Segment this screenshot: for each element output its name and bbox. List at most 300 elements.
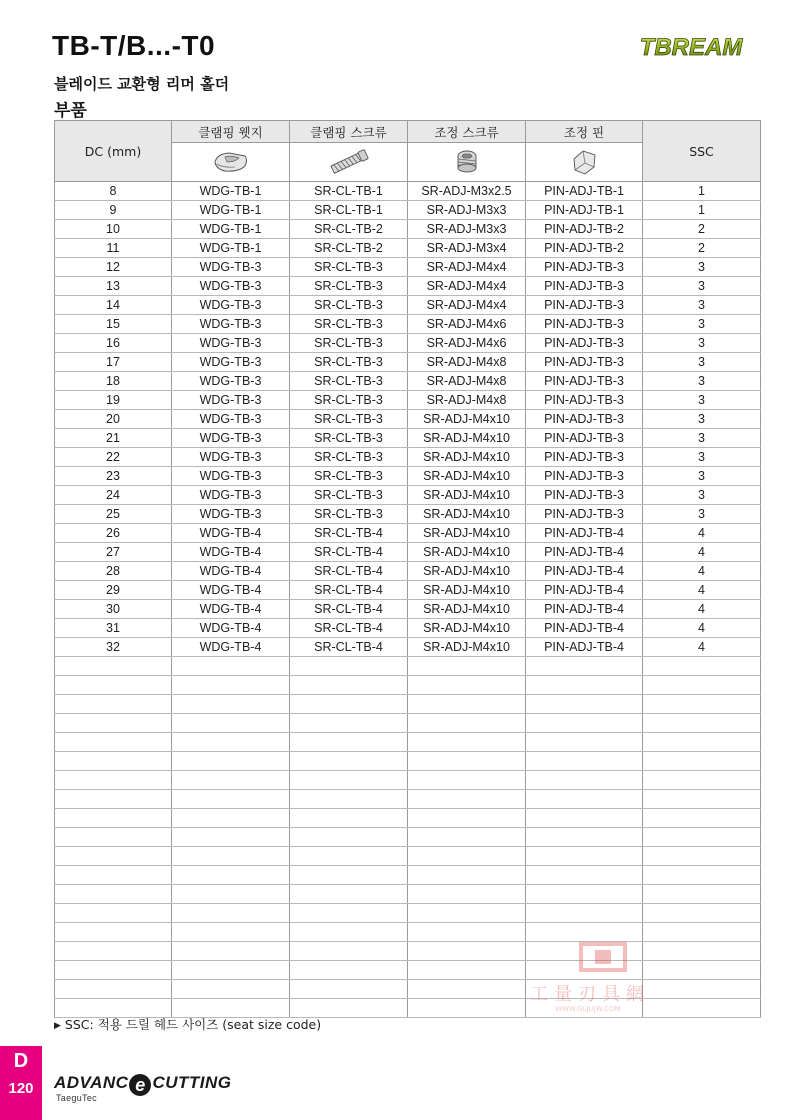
wedge-cell: WDG-TB-3: [172, 467, 290, 486]
empty-cell: [55, 866, 172, 885]
clamp-screw-cell: SR-CL-TB-3: [290, 277, 408, 296]
header-dc: DC (mm): [55, 121, 172, 182]
ssc-cell: 3: [643, 353, 761, 372]
empty-cell: [290, 980, 408, 999]
table-row: [55, 600, 761, 619]
adjust-pin-cell: PIN-ADJ-TB-4: [526, 543, 643, 562]
wedge-cell: WDG-TB-1: [172, 201, 290, 220]
ssc-cell: 3: [643, 448, 761, 467]
wedge-cell: WDG-TB-3: [172, 258, 290, 277]
ssc-cell: 3: [643, 410, 761, 429]
wedge-cell: WDG-TB-4: [172, 638, 290, 657]
adjust-screw-cell: SR-ADJ-M4x10: [408, 448, 526, 467]
clamp-screw-cell: SR-CL-TB-3: [290, 258, 408, 277]
header-clamp-screw: 클램핑 스크류: [290, 121, 408, 143]
table-row: [55, 410, 761, 429]
clamp-screw-cell: SR-CL-TB-3: [290, 505, 408, 524]
empty-cell: [408, 904, 526, 923]
adjust-screw-cell: SR-ADJ-M4x10: [408, 486, 526, 505]
dc-cell: 28: [55, 562, 172, 581]
dc-cell: 23: [55, 467, 172, 486]
empty-cell: [172, 695, 290, 714]
wedge-cell: WDG-TB-3: [172, 277, 290, 296]
clamp-screw-cell: SR-CL-TB-3: [290, 334, 408, 353]
brand-post: CUTTING: [152, 1073, 232, 1092]
empty-cell: [408, 828, 526, 847]
empty-cell: [172, 885, 290, 904]
empty-cell: [172, 923, 290, 942]
adjust-screw-cell: SR-ADJ-M4x10: [408, 562, 526, 581]
dc-cell: 20: [55, 410, 172, 429]
dc-cell: 19: [55, 391, 172, 410]
wedge-cell: WDG-TB-1: [172, 239, 290, 258]
wedge-cell: WDG-TB-3: [172, 410, 290, 429]
table-row: [55, 581, 761, 600]
table-row: [55, 429, 761, 448]
table-row: [55, 467, 761, 486]
dc-cell: 13: [55, 277, 172, 296]
header-adjust-screw: 조정 스크류: [408, 121, 526, 143]
adjust-pin-cell: PIN-ADJ-TB-3: [526, 429, 643, 448]
empty-cell: [408, 714, 526, 733]
empty-cell: [55, 885, 172, 904]
table-row: [55, 220, 761, 239]
empty-cell: [172, 847, 290, 866]
adjust-screw-cell: SR-ADJ-M4x10: [408, 524, 526, 543]
watermark-icon: [575, 940, 635, 976]
empty-row: [55, 695, 761, 714]
empty-cell: [643, 752, 761, 771]
empty-cell: [408, 809, 526, 828]
empty-row: [55, 771, 761, 790]
adjust-screw-cell: SR-ADJ-M4x4: [408, 258, 526, 277]
empty-cell: [55, 904, 172, 923]
adjust-screw-cell: SR-ADJ-M4x8: [408, 372, 526, 391]
brand-logo: [54, 1073, 232, 1103]
triangle-bullet-icon: ▶: [54, 1021, 61, 1031]
clamp-screw-cell: SR-CL-TB-4: [290, 581, 408, 600]
dc-cell: 11: [55, 239, 172, 258]
adjust-screw-cell: SR-ADJ-M4x10: [408, 581, 526, 600]
empty-cell: [643, 695, 761, 714]
dc-cell: 29: [55, 581, 172, 600]
wedge-cell: WDG-TB-3: [172, 448, 290, 467]
section-heading: 부품: [54, 101, 87, 121]
table-row: [55, 391, 761, 410]
empty-cell: [526, 904, 643, 923]
adjust-pin-cell: PIN-ADJ-TB-2: [526, 220, 643, 239]
adjust-pin-icon-cell: [526, 143, 643, 182]
empty-cell: [643, 676, 761, 695]
ssc-cell: 3: [643, 315, 761, 334]
empty-cell: [290, 676, 408, 695]
clamp-screw-cell: SR-CL-TB-2: [290, 220, 408, 239]
empty-cell: [172, 790, 290, 809]
wedge-cell: WDG-TB-1: [172, 220, 290, 239]
empty-cell: [526, 866, 643, 885]
clamp-screw-icon: [325, 148, 373, 176]
footnote: [54, 1015, 321, 1033]
clamp-screw-cell: SR-CL-TB-4: [290, 600, 408, 619]
empty-cell: [643, 714, 761, 733]
clamp-screw-cell: SR-CL-TB-3: [290, 353, 408, 372]
dc-cell: 32: [55, 638, 172, 657]
adjust-screw-cell: SR-ADJ-M4x10: [408, 619, 526, 638]
empty-cell: [55, 676, 172, 695]
clamp-screw-cell: SR-CL-TB-3: [290, 372, 408, 391]
empty-cell: [290, 657, 408, 676]
empty-cell: [526, 771, 643, 790]
empty-cell: [172, 961, 290, 980]
empty-row: [55, 733, 761, 752]
clamp-screw-cell: SR-CL-TB-4: [290, 543, 408, 562]
ssc-cell: 3: [643, 258, 761, 277]
wedge-cell: WDG-TB-4: [172, 619, 290, 638]
empty-cell: [55, 809, 172, 828]
empty-cell: [290, 885, 408, 904]
empty-cell: [55, 714, 172, 733]
page-tab: [0, 1046, 42, 1120]
empty-cell: [290, 771, 408, 790]
empty-cell: [172, 866, 290, 885]
ssc-cell: 3: [643, 467, 761, 486]
adjust-screw-cell: SR-ADJ-M4x4: [408, 277, 526, 296]
dc-cell: 9: [55, 201, 172, 220]
ssc-cell: 3: [643, 391, 761, 410]
empty-cell: [290, 904, 408, 923]
logo-icon: [622, 30, 760, 62]
table-row: [55, 372, 761, 391]
empty-cell: [290, 790, 408, 809]
empty-cell: [290, 961, 408, 980]
table-row: [55, 296, 761, 315]
page-number: 120: [8, 1080, 34, 1097]
empty-cell: [408, 999, 526, 1018]
empty-cell: [408, 885, 526, 904]
table-row: [55, 638, 761, 657]
ssc-cell: 4: [643, 619, 761, 638]
table-row: [55, 562, 761, 581]
adjust-screw-icon: [452, 147, 482, 177]
header-adjust-pin: 조정 핀: [526, 121, 643, 143]
adjust-pin-cell: PIN-ADJ-TB-3: [526, 467, 643, 486]
empty-cell: [643, 904, 761, 923]
adjust-pin-cell: PIN-ADJ-TB-2: [526, 239, 643, 258]
empty-row: [55, 714, 761, 733]
adjust-pin-cell: PIN-ADJ-TB-3: [526, 448, 643, 467]
ssc-cell: 3: [643, 429, 761, 448]
ssc-cell: 3: [643, 277, 761, 296]
ssc-cell: 2: [643, 239, 761, 258]
empty-cell: [526, 809, 643, 828]
adjust-pin-cell: PIN-ADJ-TB-4: [526, 600, 643, 619]
empty-cell: [172, 676, 290, 695]
wedge-cell: WDG-TB-4: [172, 581, 290, 600]
table-row: [55, 524, 761, 543]
header-wedge: 클램핑 웻지: [172, 121, 290, 143]
wedge-cell: WDG-TB-3: [172, 372, 290, 391]
empty-cell: [643, 771, 761, 790]
empty-row: [55, 790, 761, 809]
empty-cell: [290, 923, 408, 942]
empty-cell: [643, 847, 761, 866]
ssc-cell: 4: [643, 562, 761, 581]
adjust-pin-cell: PIN-ADJ-TB-4: [526, 638, 643, 657]
adjust-screw-cell: SR-ADJ-M4x10: [408, 410, 526, 429]
table-row: [55, 353, 761, 372]
table-row: [55, 448, 761, 467]
adjust-pin-cell: PIN-ADJ-TB-3: [526, 315, 643, 334]
clamp-screw-cell: SR-CL-TB-4: [290, 638, 408, 657]
watermark-text: 工量刃具網: [530, 984, 650, 1005]
parts-table: [54, 120, 761, 1018]
watermark: [530, 940, 680, 1020]
ssc-cell: 4: [643, 524, 761, 543]
empty-cell: [55, 847, 172, 866]
table-row: [55, 277, 761, 296]
logo-text: TBREAM: [639, 34, 743, 61]
clamp-screw-cell: SR-CL-TB-3: [290, 467, 408, 486]
adjust-screw-cell: SR-ADJ-M4x10: [408, 505, 526, 524]
dc-cell: 22: [55, 448, 172, 467]
adjust-pin-cell: PIN-ADJ-TB-3: [526, 505, 643, 524]
empty-row: [55, 885, 761, 904]
clamp-screw-cell: SR-CL-TB-3: [290, 429, 408, 448]
empty-cell: [643, 657, 761, 676]
header-ssc: SSC: [643, 121, 761, 182]
dc-cell: 24: [55, 486, 172, 505]
empty-row: [55, 904, 761, 923]
empty-row: [55, 866, 761, 885]
empty-cell: [408, 790, 526, 809]
empty-cell: [643, 828, 761, 847]
empty-cell: [55, 752, 172, 771]
adjust-screw-cell: SR-ADJ-M3x2.5: [408, 182, 526, 201]
empty-cell: [172, 809, 290, 828]
clamp-screw-cell: SR-CL-TB-1: [290, 201, 408, 220]
wedge-cell: WDG-TB-4: [172, 543, 290, 562]
empty-cell: [408, 923, 526, 942]
empty-cell: [643, 790, 761, 809]
empty-cell: [643, 733, 761, 752]
empty-row: [55, 828, 761, 847]
dc-cell: 30: [55, 600, 172, 619]
empty-cell: [55, 942, 172, 961]
empty-cell: [290, 733, 408, 752]
empty-cell: [408, 980, 526, 999]
table-row: [55, 201, 761, 220]
adjust-screw-cell: SR-ADJ-M4x4: [408, 296, 526, 315]
empty-cell: [290, 942, 408, 961]
table-row: [55, 258, 761, 277]
empty-cell: [408, 733, 526, 752]
ssc-cell: 3: [643, 505, 761, 524]
clamp-screw-cell: SR-CL-TB-3: [290, 486, 408, 505]
empty-row: [55, 923, 761, 942]
empty-row: [55, 657, 761, 676]
ssc-cell: 2: [643, 220, 761, 239]
adjust-screw-cell: SR-ADJ-M3x3: [408, 220, 526, 239]
empty-cell: [526, 733, 643, 752]
page-title: TB-T/B...-T0: [52, 30, 216, 61]
clamp-screw-icon-cell: [290, 143, 408, 182]
empty-row: [55, 809, 761, 828]
empty-cell: [172, 733, 290, 752]
clamp-screw-cell: SR-CL-TB-3: [290, 391, 408, 410]
wedge-icon: [211, 148, 251, 176]
ssc-cell: 1: [643, 201, 761, 220]
adjust-pin-cell: PIN-ADJ-TB-3: [526, 353, 643, 372]
wedge-cell: WDG-TB-4: [172, 524, 290, 543]
empty-cell: [55, 980, 172, 999]
table-row: [55, 315, 761, 334]
empty-cell: [172, 771, 290, 790]
wedge-cell: WDG-TB-3: [172, 429, 290, 448]
empty-row: [55, 752, 761, 771]
empty-cell: [290, 714, 408, 733]
wedge-icon-cell: [172, 143, 290, 182]
brand-pre: ADVANC: [54, 1073, 129, 1092]
empty-cell: [172, 980, 290, 999]
empty-cell: [290, 866, 408, 885]
table-row: [55, 182, 761, 201]
adjust-screw-cell: SR-ADJ-M4x6: [408, 334, 526, 353]
wedge-cell: WDG-TB-3: [172, 486, 290, 505]
page-subtitle: 블레이드 교환형 리머 홀더: [54, 75, 230, 93]
dc-cell: 17: [55, 353, 172, 372]
empty-cell: [526, 752, 643, 771]
ssc-cell: 3: [643, 486, 761, 505]
table-row: [55, 543, 761, 562]
dc-cell: 15: [55, 315, 172, 334]
adjust-pin-cell: PIN-ADJ-TB-3: [526, 486, 643, 505]
empty-cell: [643, 866, 761, 885]
wedge-cell: WDG-TB-3: [172, 505, 290, 524]
adjust-screw-cell: SR-ADJ-M4x8: [408, 391, 526, 410]
empty-cell: [55, 828, 172, 847]
empty-cell: [290, 809, 408, 828]
table-row: [55, 239, 761, 258]
clamp-screw-cell: SR-CL-TB-2: [290, 239, 408, 258]
clamp-screw-cell: SR-CL-TB-1: [290, 182, 408, 201]
empty-cell: [290, 828, 408, 847]
clamp-screw-cell: SR-CL-TB-3: [290, 448, 408, 467]
empty-cell: [408, 771, 526, 790]
empty-cell: [408, 657, 526, 676]
empty-cell: [55, 923, 172, 942]
dc-cell: 10: [55, 220, 172, 239]
empty-cell: [172, 942, 290, 961]
ssc-cell: 4: [643, 638, 761, 657]
dc-cell: 12: [55, 258, 172, 277]
empty-cell: [526, 828, 643, 847]
adjust-pin-cell: PIN-ADJ-TB-3: [526, 277, 643, 296]
empty-cell: [526, 657, 643, 676]
ssc-cell: 3: [643, 372, 761, 391]
empty-cell: [290, 695, 408, 714]
empty-cell: [408, 676, 526, 695]
ssc-cell: 4: [643, 600, 761, 619]
adjust-pin-cell: PIN-ADJ-TB-4: [526, 581, 643, 600]
empty-cell: [643, 885, 761, 904]
empty-cell: [55, 657, 172, 676]
dc-cell: 14: [55, 296, 172, 315]
empty-cell: [526, 885, 643, 904]
empty-cell: [408, 866, 526, 885]
clamp-screw-cell: SR-CL-TB-4: [290, 619, 408, 638]
empty-cell: [172, 714, 290, 733]
adjust-pin-cell: PIN-ADJ-TB-4: [526, 524, 643, 543]
wedge-cell: WDG-TB-4: [172, 562, 290, 581]
adjust-pin-cell: PIN-ADJ-TB-3: [526, 296, 643, 315]
empty-cell: [643, 923, 761, 942]
ssc-cell: 4: [643, 543, 761, 562]
adjust-pin-cell: PIN-ADJ-TB-3: [526, 258, 643, 277]
ssc-cell: 1: [643, 182, 761, 201]
empty-cell: [172, 828, 290, 847]
empty-cell: [55, 695, 172, 714]
empty-cell: [55, 961, 172, 980]
table-row: [55, 505, 761, 524]
adjust-screw-cell: SR-ADJ-M4x10: [408, 467, 526, 486]
empty-cell: [290, 752, 408, 771]
empty-cell: [290, 847, 408, 866]
ssc-cell: 4: [643, 581, 761, 600]
empty-cell: [172, 752, 290, 771]
wedge-cell: WDG-TB-1: [172, 182, 290, 201]
wedge-cell: WDG-TB-3: [172, 315, 290, 334]
adjust-screw-cell: SR-ADJ-M4x6: [408, 315, 526, 334]
adjust-screw-cell: SR-ADJ-M4x10: [408, 543, 526, 562]
dc-cell: 21: [55, 429, 172, 448]
table-row: [55, 334, 761, 353]
empty-cell: [408, 695, 526, 714]
adjust-pin-cell: PIN-ADJ-TB-4: [526, 562, 643, 581]
wedge-cell: WDG-TB-4: [172, 600, 290, 619]
watermark-url: WWW.GLJUJW.COM: [555, 1005, 621, 1013]
dc-cell: 25: [55, 505, 172, 524]
adjust-pin-cell: PIN-ADJ-TB-1: [526, 201, 643, 220]
empty-cell: [408, 847, 526, 866]
empty-cell: [526, 923, 643, 942]
adjust-screw-cell: SR-ADJ-M3x3: [408, 201, 526, 220]
adjust-screw-icon-cell: [408, 143, 526, 182]
dc-cell: 26: [55, 524, 172, 543]
empty-row: [55, 676, 761, 695]
adjust-pin-cell: PIN-ADJ-TB-3: [526, 334, 643, 353]
brand-sub: TaeguTec: [56, 1093, 97, 1103]
empty-cell: [55, 733, 172, 752]
dc-cell: 16: [55, 334, 172, 353]
adjust-screw-cell: SR-ADJ-M4x10: [408, 429, 526, 448]
adjust-screw-cell: SR-ADJ-M3x4: [408, 239, 526, 258]
ssc-cell: 3: [643, 296, 761, 315]
empty-cell: [55, 790, 172, 809]
brand-e: e: [129, 1074, 151, 1096]
adjust-pin-cell: PIN-ADJ-TB-3: [526, 410, 643, 429]
clamp-screw-cell: SR-CL-TB-4: [290, 524, 408, 543]
dc-cell: 27: [55, 543, 172, 562]
wedge-cell: WDG-TB-3: [172, 296, 290, 315]
page-section-letter: D: [13, 1050, 29, 1072]
empty-cell: [526, 695, 643, 714]
clamp-screw-cell: SR-CL-TB-4: [290, 562, 408, 581]
adjust-screw-cell: SR-ADJ-M4x10: [408, 600, 526, 619]
empty-cell: [408, 942, 526, 961]
table-row: [55, 486, 761, 505]
wedge-cell: WDG-TB-3: [172, 391, 290, 410]
dc-cell: 18: [55, 372, 172, 391]
